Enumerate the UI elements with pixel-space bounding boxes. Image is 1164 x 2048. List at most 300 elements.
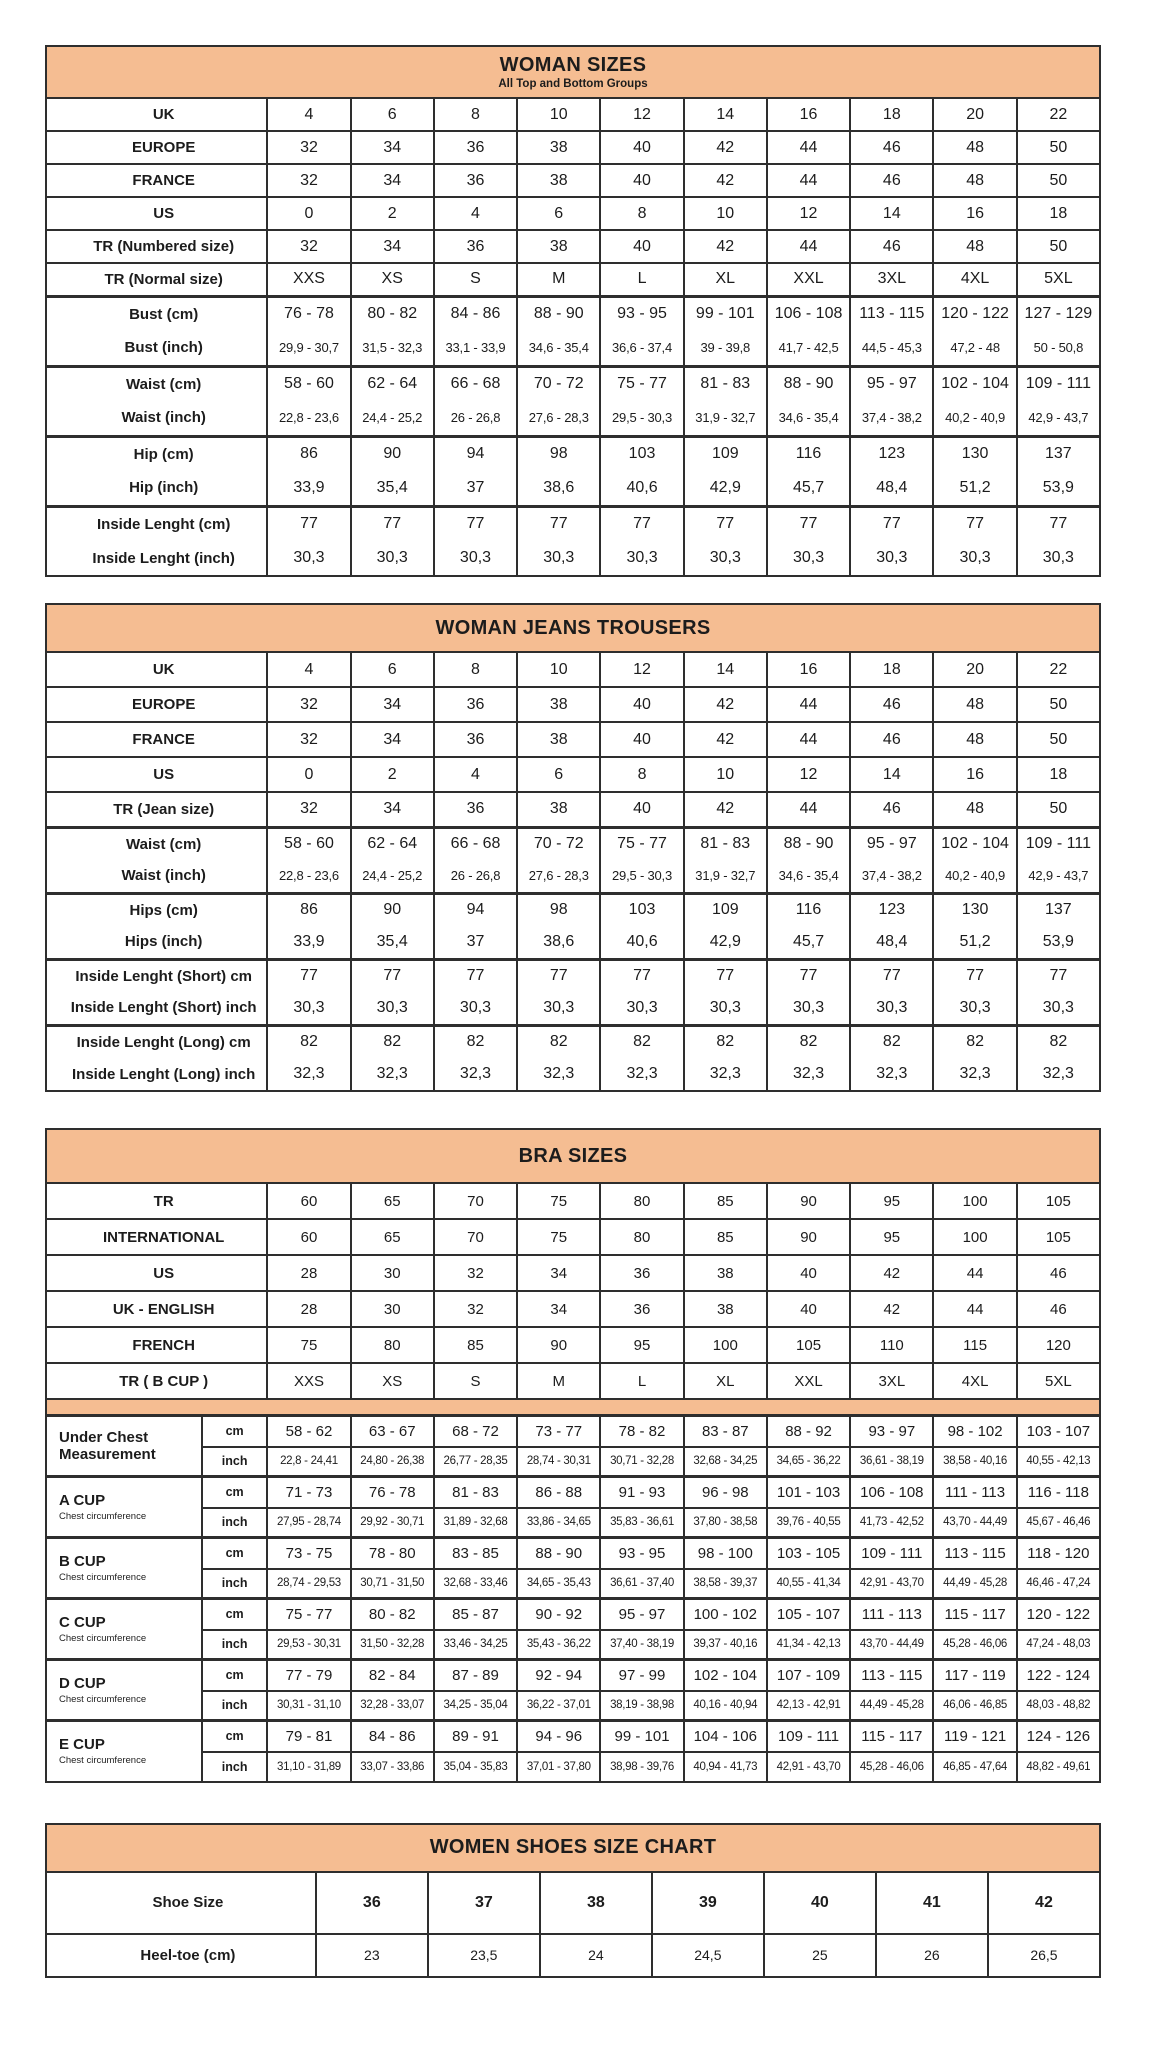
cell: 82	[600, 1025, 683, 1058]
cell: 30,3	[684, 541, 767, 576]
cell: 82 - 84	[351, 1660, 434, 1691]
table-row	[46, 722, 1100, 757]
cell: 42	[684, 131, 767, 164]
table-row	[46, 792, 1100, 827]
cell: 25	[764, 1934, 876, 1977]
bra-sizes-title: BRA SIZES	[518, 1144, 628, 1167]
cell: 75	[267, 1327, 350, 1363]
cell: 32,3	[767, 1058, 850, 1091]
cell: 31,5 - 32,3	[351, 331, 434, 366]
cell: XL	[684, 263, 767, 296]
unit-label-cm: cm	[202, 1538, 267, 1569]
shoes-header	[45, 1823, 1101, 1871]
table-row	[46, 1752, 1100, 1782]
row-label: US	[46, 757, 267, 792]
cell: 28	[267, 1291, 350, 1327]
cup-name: C CUP	[59, 1614, 106, 1631]
cell: 43,70 - 44,49	[933, 1508, 1016, 1538]
cell: 4	[267, 652, 350, 687]
cell: 18	[850, 98, 933, 131]
cell: 42	[850, 1255, 933, 1291]
cell: 103	[600, 436, 683, 471]
cell: 30	[351, 1255, 434, 1291]
cell: 48,4	[850, 926, 933, 959]
cell: 95 - 97	[600, 1599, 683, 1630]
cell: 22,8 - 24,41	[267, 1447, 350, 1477]
cell: 42,9	[684, 926, 767, 959]
cell: 33,9	[267, 471, 350, 506]
cell: 38,6	[517, 926, 600, 959]
row-label: EUROPE	[46, 687, 267, 722]
cell: 23,5	[428, 1934, 540, 1977]
cell: 82	[767, 1025, 850, 1058]
shoes-table	[45, 1871, 1101, 1978]
cell: 98 - 100	[684, 1538, 767, 1569]
cell: 66 - 68	[434, 366, 517, 401]
cell: M	[517, 263, 600, 296]
row-label: US	[46, 1255, 267, 1291]
cell: 30,3	[767, 992, 850, 1025]
cell: 75 - 77	[600, 827, 683, 860]
cell: 31,10 - 31,89	[267, 1752, 350, 1782]
cell: 38	[684, 1255, 767, 1291]
cell: XXS	[267, 263, 350, 296]
cell: 44,49 - 45,28	[933, 1569, 1016, 1599]
row-label: US	[46, 197, 267, 230]
cell: 32,28 - 33,07	[351, 1691, 434, 1721]
cell: 75 - 77	[267, 1599, 350, 1630]
cell: 77	[351, 959, 434, 992]
cell: 50	[1017, 230, 1100, 263]
cell: XS	[351, 1363, 434, 1399]
cell: 105	[1017, 1183, 1100, 1219]
table-row	[46, 1538, 1100, 1569]
cell: 82	[933, 1025, 1016, 1058]
cell: 42	[684, 792, 767, 827]
cell: 39,37 - 40,16	[684, 1630, 767, 1660]
cell: 103 - 107	[1017, 1416, 1100, 1447]
cell: 40,2 - 40,9	[933, 860, 1016, 893]
cell: 12	[767, 757, 850, 792]
cell: 4	[267, 98, 350, 131]
cell: 77	[1017, 959, 1100, 992]
cell: 51,2	[933, 471, 1016, 506]
cell: 130	[933, 436, 1016, 471]
cell: 36	[434, 687, 517, 722]
cell: 42,91 - 43,70	[850, 1569, 933, 1599]
cell: 109 - 111	[1017, 827, 1100, 860]
cell: 82	[1017, 1025, 1100, 1058]
cell: 30,3	[267, 541, 350, 576]
cell: 83 - 87	[684, 1416, 767, 1447]
cell: 76 - 78	[351, 1477, 434, 1508]
woman-sizes-title: WOMAN SIZES	[499, 54, 647, 76]
cell: 10	[684, 757, 767, 792]
cell: 85 - 87	[434, 1599, 517, 1630]
cell: 77	[933, 959, 1016, 992]
cell: 27,95 - 28,74	[267, 1508, 350, 1538]
bra-cup-table	[45, 1414, 1101, 1783]
cell: 16	[767, 652, 850, 687]
cell: 38	[517, 230, 600, 263]
cup-sublabel: Chest circumference	[59, 1694, 147, 1705]
cell: 37,80 - 38,58	[684, 1508, 767, 1538]
cell: 98 - 102	[933, 1416, 1016, 1447]
cell: 32,3	[684, 1058, 767, 1091]
cell: 34,6 - 35,4	[517, 331, 600, 366]
cell: 78 - 82	[600, 1416, 683, 1447]
cell: S	[434, 263, 517, 296]
cell: 68 - 72	[434, 1416, 517, 1447]
cell: 80	[351, 1327, 434, 1363]
cell: 42	[684, 722, 767, 757]
cell: 118 - 120	[1017, 1538, 1100, 1569]
cell: 41	[876, 1872, 988, 1934]
table-row	[46, 757, 1100, 792]
row-label: Inside Lenght (Short) cm	[46, 959, 267, 992]
cell: 6	[351, 98, 434, 131]
cell: 5XL	[1017, 263, 1100, 296]
cell: 103	[600, 893, 683, 926]
cell: 32	[267, 164, 350, 197]
cell: 111 - 113	[933, 1477, 1016, 1508]
cell: 95 - 97	[850, 366, 933, 401]
cell: 35,43 - 36,22	[517, 1630, 600, 1660]
cell: 44	[767, 792, 850, 827]
row-label: Waist (cm)	[46, 366, 267, 401]
cell: 90	[517, 1327, 600, 1363]
unit-label-inch: inch	[202, 1447, 267, 1477]
cell: 38	[684, 1291, 767, 1327]
cell: 77	[517, 959, 600, 992]
cell: 18	[1017, 197, 1100, 230]
cell: 95 - 97	[850, 827, 933, 860]
cell: 30,3	[933, 541, 1016, 576]
cell: 77 - 79	[267, 1660, 350, 1691]
cell: 4XL	[933, 1363, 1016, 1399]
cell: 93 - 97	[850, 1416, 933, 1447]
cell: 22	[1017, 652, 1100, 687]
cell: 38,98 - 39,76	[600, 1752, 683, 1782]
table-row	[46, 296, 1100, 331]
cell: 103 - 105	[767, 1538, 850, 1569]
cell: 48,4	[850, 471, 933, 506]
cell: 77	[850, 959, 933, 992]
cell: 58 - 62	[267, 1416, 350, 1447]
cell: 42,9	[684, 471, 767, 506]
table-row	[46, 1447, 1100, 1477]
cell: 53,9	[1017, 926, 1100, 959]
cell: 46	[850, 230, 933, 263]
cell: 10	[517, 652, 600, 687]
cell: 115	[933, 1327, 1016, 1363]
row-label: UK	[46, 98, 267, 131]
woman-jeans-table	[45, 651, 1101, 1092]
cell: 97 - 99	[600, 1660, 683, 1691]
cell: 94 - 96	[517, 1721, 600, 1752]
cell: 113 - 115	[850, 1660, 933, 1691]
cell: 116 - 118	[1017, 1477, 1100, 1508]
row-label: TR	[46, 1183, 267, 1219]
cell: 26 - 26,8	[434, 860, 517, 893]
cell: 99 - 101	[600, 1721, 683, 1752]
cell: 37,4 - 38,2	[850, 401, 933, 436]
cell: 32,3	[517, 1058, 600, 1091]
cell: 48	[933, 722, 1016, 757]
bra-sizes-section	[45, 1128, 1101, 1783]
cell: 32	[267, 230, 350, 263]
cell: 0	[267, 197, 350, 230]
cell: 38,58 - 39,37	[684, 1569, 767, 1599]
cell: 77	[517, 506, 600, 541]
cup-name: D CUP	[59, 1675, 106, 1692]
table-row	[46, 471, 1100, 506]
cell: 35,83 - 36,61	[600, 1508, 683, 1538]
row-label: FRENCH	[46, 1327, 267, 1363]
cell: 18	[850, 652, 933, 687]
table-row	[46, 827, 1100, 860]
row-label: Inside Lenght (inch)	[46, 541, 267, 576]
cell: 36,61 - 37,40	[600, 1569, 683, 1599]
cell: M	[517, 1363, 600, 1399]
cell: 30,3	[351, 541, 434, 576]
cup-name: B CUP	[59, 1553, 106, 1570]
cell: 70 - 72	[517, 366, 600, 401]
cell: 4	[434, 197, 517, 230]
row-label: UK - ENGLISH	[46, 1291, 267, 1327]
shoes-section	[45, 1823, 1101, 1978]
cell: 84 - 86	[351, 1721, 434, 1752]
woman-sizes-subtitle: All Top and Bottom Groups	[498, 78, 648, 90]
unit-label-inch: inch	[202, 1569, 267, 1599]
cell: 16	[767, 98, 850, 131]
table-row	[46, 436, 1100, 471]
cell: 36	[434, 131, 517, 164]
cell: 116	[767, 436, 850, 471]
cell: 28,74 - 30,31	[517, 1447, 600, 1477]
cell: 39,76 - 40,55	[767, 1508, 850, 1538]
cell: 30,3	[517, 992, 600, 1025]
cell: 32	[434, 1291, 517, 1327]
cell: 32	[267, 131, 350, 164]
cell: 20	[933, 98, 1016, 131]
row-label: Shoe Size	[46, 1872, 316, 1934]
cell: 127 - 129	[1017, 296, 1100, 331]
cell: 34,65 - 35,43	[517, 1569, 600, 1599]
cell: 50	[1017, 792, 1100, 827]
cell: 46	[850, 131, 933, 164]
unit-label-inch: inch	[202, 1630, 267, 1660]
cell: 45,7	[767, 471, 850, 506]
cell: 58 - 60	[267, 366, 350, 401]
cell: 34	[351, 687, 434, 722]
table-row	[46, 197, 1100, 230]
cell: 24,80 - 26,38	[351, 1447, 434, 1477]
cell: 65	[351, 1183, 434, 1219]
cell: 94	[434, 436, 517, 471]
cell: S	[434, 1363, 517, 1399]
cell: 109	[684, 893, 767, 926]
cell: 38	[517, 792, 600, 827]
cell: 50	[1017, 687, 1100, 722]
cell: 42	[850, 1291, 933, 1327]
table-row	[46, 131, 1100, 164]
cell: 130	[933, 893, 1016, 926]
cell: 42,13 - 42,91	[767, 1691, 850, 1721]
cell: 95	[850, 1183, 933, 1219]
row-label: Bust (inch)	[46, 331, 267, 366]
cell: 30,3	[517, 541, 600, 576]
bra-sizes-header	[45, 1128, 1101, 1182]
cell: L	[600, 1363, 683, 1399]
cell: 36	[434, 164, 517, 197]
table-row	[46, 860, 1100, 893]
cell: 90 - 92	[517, 1599, 600, 1630]
cell: 77	[267, 959, 350, 992]
cell: 39	[652, 1872, 764, 1934]
cell: 82	[434, 1025, 517, 1058]
cell: 46	[850, 792, 933, 827]
cell: 86	[267, 436, 350, 471]
cell: 119 - 121	[933, 1721, 1016, 1752]
cell: 90	[767, 1183, 850, 1219]
cell: 47,2 - 48	[933, 331, 1016, 366]
cell: 46,85 - 47,64	[933, 1752, 1016, 1782]
cell: 32	[267, 792, 350, 827]
cell: 30,31 - 31,10	[267, 1691, 350, 1721]
cell: 58 - 60	[267, 827, 350, 860]
cell: 22,8 - 23,6	[267, 401, 350, 436]
cell: 40,2 - 40,9	[933, 401, 1016, 436]
cell: 40	[600, 164, 683, 197]
unit-label-inch: inch	[202, 1691, 267, 1721]
table-row	[46, 1363, 1100, 1399]
cell: 3XL	[850, 263, 933, 296]
unit-label-cm: cm	[202, 1599, 267, 1630]
cell: 33,46 - 34,25	[434, 1630, 517, 1660]
table-row	[46, 1872, 1100, 1934]
cell: 30,3	[933, 992, 1016, 1025]
cell: 29,53 - 30,31	[267, 1630, 350, 1660]
unit-label-cm: cm	[202, 1660, 267, 1691]
cell: 31,50 - 32,28	[351, 1630, 434, 1660]
cell: 83 - 85	[434, 1538, 517, 1569]
cup-name: A CUP	[59, 1492, 106, 1509]
cell: 6	[351, 652, 434, 687]
cell: 34,65 - 36,22	[767, 1447, 850, 1477]
cell: 24,4 - 25,2	[351, 401, 434, 436]
cell: 100 - 102	[684, 1599, 767, 1630]
cell: 32,68 - 34,25	[684, 1447, 767, 1477]
row-label: Bust (cm)	[46, 296, 267, 331]
cell: 12	[600, 652, 683, 687]
cell: 60	[267, 1219, 350, 1255]
cell: 75	[517, 1219, 600, 1255]
cell: 36	[600, 1291, 683, 1327]
cell: 30,3	[850, 541, 933, 576]
cell: 109	[684, 436, 767, 471]
cell: 50 - 50,8	[1017, 331, 1100, 366]
cell: 99 - 101	[684, 296, 767, 331]
cell: 37	[428, 1872, 540, 1934]
row-label: Inside Lenght (cm)	[46, 506, 267, 541]
table-row	[46, 1508, 1100, 1538]
cell: 30,3	[434, 541, 517, 576]
row-label: Hip (cm)	[46, 436, 267, 471]
cell: 77	[684, 959, 767, 992]
cell: 40	[600, 131, 683, 164]
cell: 75 - 77	[600, 366, 683, 401]
cell: 40,55 - 41,34	[767, 1569, 850, 1599]
cell: 34	[351, 792, 434, 827]
cup-label	[46, 1416, 202, 1477]
cell: 14	[850, 757, 933, 792]
cell: 46	[850, 164, 933, 197]
cell: XL	[684, 1363, 767, 1399]
cell: 12	[767, 197, 850, 230]
cell: 30,71 - 31,50	[351, 1569, 434, 1599]
cell: 70	[434, 1183, 517, 1219]
cell: 40,6	[600, 471, 683, 506]
cell: 102 - 104	[933, 366, 1016, 401]
cell: 41,7 - 42,5	[767, 331, 850, 366]
table-row	[46, 893, 1100, 926]
row-label: UK	[46, 652, 267, 687]
cell: 30,3	[600, 992, 683, 1025]
table-row	[46, 992, 1100, 1025]
cell: 48	[933, 131, 1016, 164]
cell: 42,91 - 43,70	[767, 1752, 850, 1782]
cell: 85	[684, 1183, 767, 1219]
cell: 29,9 - 30,7	[267, 331, 350, 366]
cell: 8	[600, 197, 683, 230]
table-row	[46, 541, 1100, 576]
cell: 80	[600, 1183, 683, 1219]
cell: 38	[517, 164, 600, 197]
cell: 35,4	[351, 471, 434, 506]
table-row	[46, 1599, 1100, 1630]
cell: 60	[267, 1183, 350, 1219]
cell: 48	[933, 164, 1016, 197]
cell: 77	[767, 959, 850, 992]
cell: 38	[517, 687, 600, 722]
cell: 45,67 - 46,46	[1017, 1508, 1100, 1538]
cell: 24	[540, 1934, 652, 1977]
cell: 88 - 90	[517, 1538, 600, 1569]
bra-conversion-table	[45, 1182, 1101, 1400]
cell: 29,5 - 30,3	[600, 401, 683, 436]
row-label: Heel-toe (cm)	[46, 1934, 316, 1977]
row-label: Inside Lenght (Short) inch	[46, 992, 267, 1025]
cell: 77	[933, 506, 1016, 541]
row-label: TR ( B CUP )	[46, 1363, 267, 1399]
cell: 14	[684, 98, 767, 131]
cell: 115 - 117	[850, 1721, 933, 1752]
cell: 37	[434, 926, 517, 959]
row-label: Waist (inch)	[46, 401, 267, 436]
cell: 104 - 106	[684, 1721, 767, 1752]
cell: 90	[767, 1219, 850, 1255]
cell: 31,89 - 32,68	[434, 1508, 517, 1538]
cell: 82	[267, 1025, 350, 1058]
cell: 46	[1017, 1255, 1100, 1291]
cell: 80 - 82	[351, 296, 434, 331]
row-label: Inside Lenght (Long) cm	[46, 1025, 267, 1058]
cell: 76 - 78	[267, 296, 350, 331]
cell: 14	[850, 197, 933, 230]
cell: 33,1 - 33,9	[434, 331, 517, 366]
cell: 81 - 83	[434, 1477, 517, 1508]
